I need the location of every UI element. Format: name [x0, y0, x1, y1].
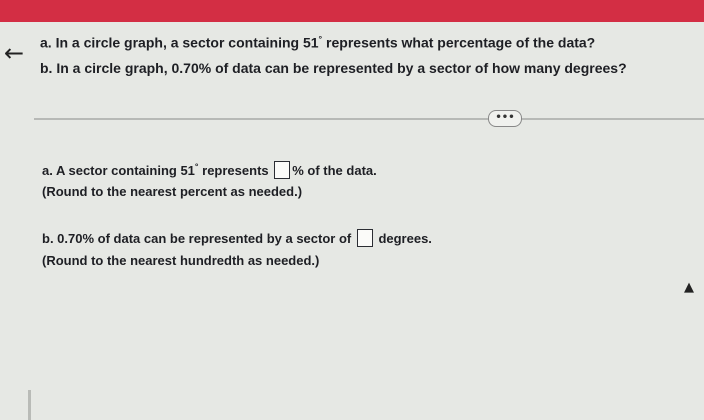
part-a-tail: % of the data. — [292, 163, 377, 178]
window-edge — [28, 390, 31, 420]
mouse-cursor-icon: ▲ — [684, 280, 694, 295]
question-b: b. In a circle graph, 0.70% of data can be represented by a sector of how many degrees? — [40, 60, 627, 76]
part-b-tail: degrees. — [374, 231, 432, 246]
question-a — [40, 34, 595, 51]
back-arrow-icon[interactable]: ← — [4, 39, 25, 67]
divider — [34, 118, 704, 120]
part-b-rounding-note: (Round to the nearest hundredth as needed.) — [42, 253, 320, 268]
degree-symbol: ° — [318, 34, 323, 44]
part-b-answer-input[interactable] — [357, 229, 373, 247]
question-a-tail: represents what percentage of the data? — [322, 34, 596, 51]
part-a-rounding-note: (Round to the nearest percent as needed.) — [42, 184, 303, 199]
question-a-text: a. In a circle graph, a sector containing 51 — [40, 34, 319, 51]
part-b-text: b. 0.70% of data can be represented by a sector of — [42, 231, 355, 246]
degree-symbol: ° — [194, 161, 199, 172]
part-a-mid: represents — [198, 163, 273, 178]
part-b-line — [42, 229, 432, 247]
top-bar — [0, 0, 704, 22]
part-a-text: a. A sector containing 51 — [42, 163, 195, 178]
part-a-answer-input[interactable] — [274, 161, 290, 179]
part-a-line — [42, 161, 377, 179]
more-options-button[interactable]: ••• — [488, 110, 522, 127]
